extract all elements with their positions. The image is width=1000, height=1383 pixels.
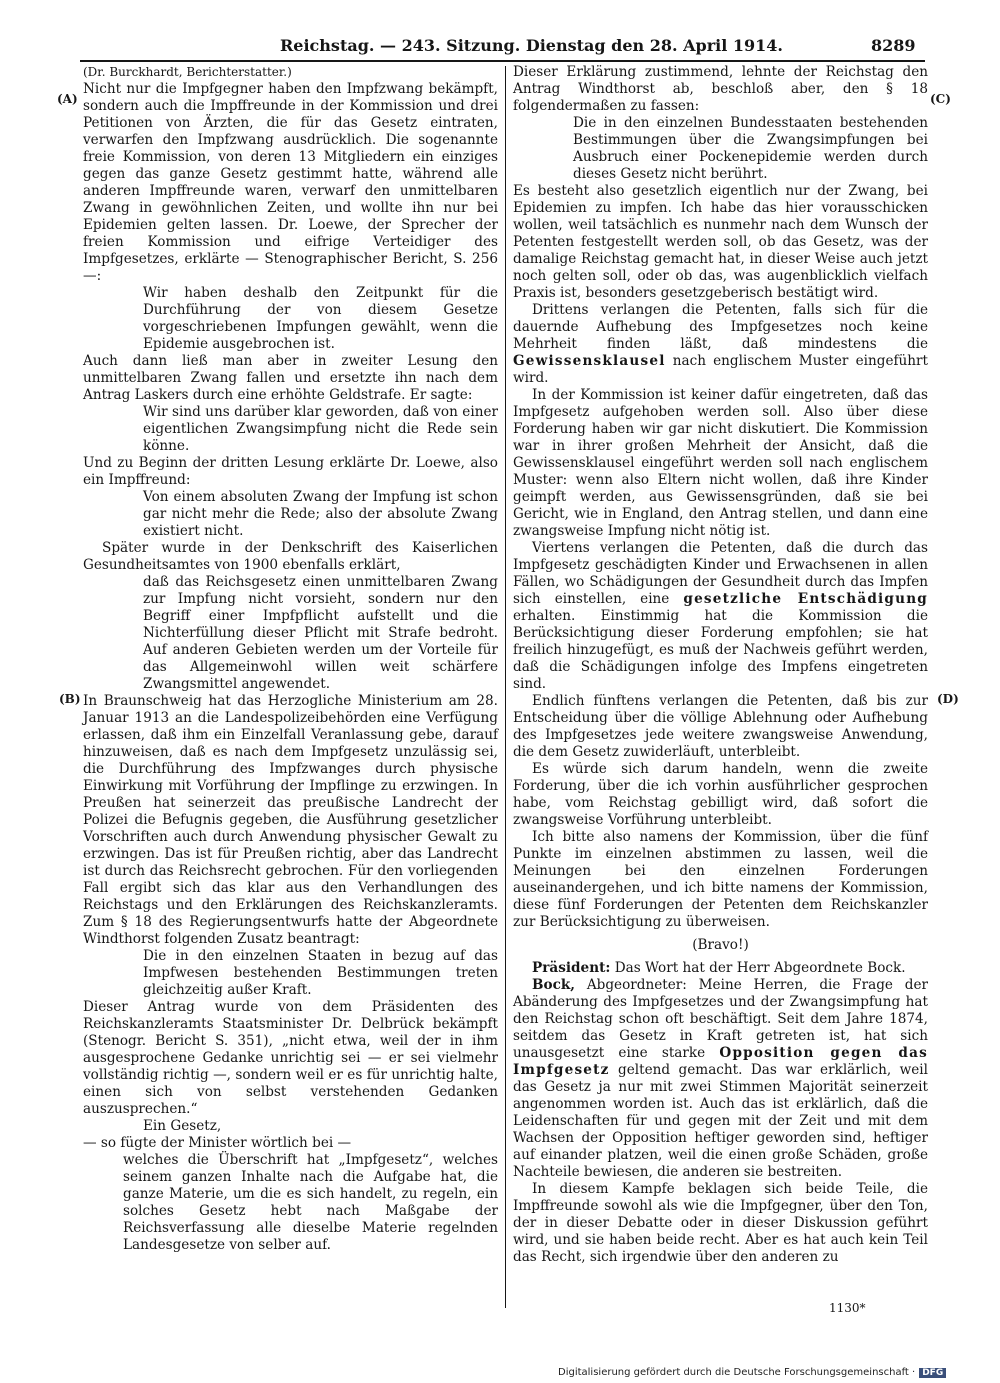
margin-marker-b: (B)	[59, 692, 81, 706]
paragraph: Und zu Beginn der dritten Lesung erklärte Dr. Loewe, also ein Impffreund:	[83, 455, 498, 488]
footer-credit	[558, 1367, 946, 1378]
applause-note: (Bravo!)	[692, 937, 749, 953]
text-run: geltend gemacht. Das war erklärlich, weil das Gesetz ja nur mit zwei Stimmen Majorität seinerzeit angenommen worden ist. Auch das ist erklärlich, daß die Leidenschaften für und gegen mit der Zeit und mit dem Wachsen der Opposition heftiger geworden sind, heftiger auf einander platzen, weil die einen große Schäden, große Nachteile bewiesen, die anderen sie bestreiten.	[513, 1062, 928, 1180]
paragraph: Auch dann ließ man aber in zweiter Lesung den unmittelbaren Zwang fallen und ersetzte ihn nach dem Antrag Laskers durch eine erhöhte Geldstrafe. Er sagte:	[83, 353, 498, 403]
text-run: Das Wort hat der Herr Abgeordnete Bock.	[614, 960, 906, 976]
text-run: Abgeordneter: Meine Herren, die Frage der Abänderung des Impfgesetzes und der Zwangsimpfung hat den Reichstag schon oft beschäftigt. Seit dem Jahre 1874, seitdem das Gesetz in Kraft getreten ist, hat sich unausgesetzt eine starke	[513, 977, 928, 1061]
paragraph	[513, 540, 928, 693]
president-line	[513, 960, 928, 977]
president-label: Präsident:	[532, 960, 611, 976]
paragraph: Ich bitte also namens der Kommission, über die fünf Punkte im einzelnen abstimmen zu lassen, weil die Meinungen bei den einzelnen Forderungen auseinandergehen, und ich bitte namens der Kommission, diese fünf Forderungen der Petenten dem Reichskanzler zur Berücksichtigung zu überweisen.	[513, 829, 928, 930]
emphasis-text: Opposition gegen das Impfgesetz	[513, 1045, 928, 1078]
text-run: nach englischem Muster eingeführt wird.	[513, 353, 928, 386]
paragraph: — so fügte der Minister wörtlich bei —	[83, 1135, 352, 1151]
block-quote: Wir haben deshalb den Zeitpunkt für die Durchführung der von diesem Gesetze vorgeschriebenen Impfungen gewählt, wenn die Epidemie ausgebrochen ist.	[143, 285, 498, 352]
paragraph: Es besteht also gesetzlich eigentlich nur der Zwang, bei Epidemien zu impfen. Ich habe das hier vorausschicken wollen, weil tatsächlich es nunmehr nach dem Wunsch der Petenten festgestellt werden soll, ob das Gesetz, was der damalige Reichstag gemacht hat, in dieser Weise auch jetzt noch gelten soll, oder ob das, was augenblicklich vielfach Praxis ist, besonders gesetzgeberisch bestätigt wird.	[513, 183, 928, 301]
right-column	[513, 64, 928, 1266]
block-quote: Von einem absoluten Zwang der Impfung ist schon gar nicht mehr die Rede; also der absolute Zwang existiert nicht.	[143, 489, 498, 539]
paragraph	[513, 302, 928, 387]
text-run: erhalten. Einstimmig hat die Kommission die Berücksichtigung dieser Forderung empfohlen; sie hat freilich hinzugefügt, es muß der Nachweis geführt werden, daß die Schädigungen infolge des Impfens eingetreten sind.	[513, 608, 928, 692]
margin-marker-d: (D)	[937, 692, 959, 706]
page-number: 8289	[871, 36, 916, 55]
paragraph: Später wurde in der Denkschrift des Kaiserlichen Gesundheitsamtes von 1900 ebenfalls erklärt,	[83, 540, 498, 573]
block-quote: Wir sind uns darüber klar geworden, daß von einer eigentlichen Zwangsimpfung nicht die Rede sein könne.	[143, 404, 498, 454]
dfg-logo: DFG	[919, 1368, 946, 1378]
paragraph: Dieser Erklärung zustimmend, lehnte der Reichstag den Antrag Windthorst ab, beschloß aber, den § 18 folgendermaßen zu fassen:	[513, 64, 928, 114]
paragraph: In Braunschweig hat das Herzogliche Ministerium am 28. Januar 1913 an die Landespolizeibehörden eine Verfügung erlassen, daß ihm ein Einzelfall Veranlassung gebe, darauf hinzuweisen, daß es nach dem Impfgesetz unzulässig sei, die Durchführung des Impfzwanges durch physische Einwirkung mit Vorführung der Impflinge zu erzwingen. In Preußen hat seinerzeit das preußische Landrecht der Polizei die Befugnis gegeben, die Ausführung gesetzlicher Vorschriften auch durch Anwendung physischer Gewalt zu erzwingen. Das ist für Preußen richtig, aber das Landrecht ist durch das Reichsrecht gebrochen. Für den vorliegenden Fall ergibt sich das klar aus den Verhandlungen des Reichstags und den Erklärungen des Reichskanzleramts. Zum § 18 des Regierungsentwurfs hatte der Abgeordnete Windthorst folgenden Zusatz beantragt:	[83, 693, 498, 947]
paragraph: In der Kommission ist keiner dafür eingetreten, daß das Impfgesetz aufgehoben werden soll. Also über diese Forderung haben wir gar nicht diskutiert. Die Kommission war in ihrer großen Mehrheit der Ansicht, daß die Gewissensklausel eingeführt werden soll nach englischem Muster: wenn also Eltern nicht wollen, daß ihre Kinder geimpft werden, aus Gewissensgründen, daß sie bei Gericht, wie in England, den Antrag stellen, und dann eine zwangsweise Impfung nicht nötig ist.	[513, 387, 928, 539]
paragraph: Ein Gesetz,	[143, 1118, 222, 1134]
block-quote: Die in den einzelnen Bundesstaaten bestehenden Bestimmungen über die Zwangsimpfungen bei Ausbruch einer Pockenepidemie werden durch dieses Gesetz nicht berührt.	[573, 115, 928, 182]
emphasis-text: gesetzliche Entschädigung	[683, 591, 928, 607]
speaker-note: (Dr. Burckhardt, Berichterstatter.)	[83, 65, 292, 79]
paragraph	[513, 977, 928, 1181]
paragraph: Endlich fünftens verlangen die Petenten, daß bis zur Entscheidung über die völlige Ablehnung oder Aufhebung des Impfgesetzes jede weitere zwangsweise Anwendung, die dem Gesetz zuwiderläuft, unterbleibt.	[513, 693, 928, 760]
header-title: Reichstag. — 243. Sitzung. Dienstag den 28. April 1914.	[280, 36, 783, 55]
paragraph: Es würde sich darum handeln, wenn die zweite Forderung, über die ich vorhin ausführlicher gesprochen habe, vom Reichstag gebilligt wird, daß sofort die zwangsweise Vorführung unterbleibt.	[513, 761, 928, 828]
speaker-name: Bock,	[532, 977, 576, 993]
block-quote: welches die Überschrift hat „Impfgesetz“, welches seinem ganzen Inhalte nach die Aufgabe hat, die ganze Materie, um die es sich handelt, zu regeln, ein solches Gesetz hebt nach Maßgabe der Reichsverfassung alle dieselbe Materie regelnden Landesgesetze von selber auf.	[123, 1152, 498, 1253]
running-header	[0, 36, 1000, 58]
emphasis-text: Gewissensklausel	[513, 353, 666, 369]
block-quote: Die in den einzelnen Staaten in bezug auf das Impfwesen bestehenden Bestimmungen treten gleichzeitig außer Kraft.	[143, 948, 498, 998]
text-run: Drittens verlangen die Petenten, falls sich für die dauernde Aufhebung des Impfgesetzes noch keine Mehrheit finden läßt, daß mindestens die	[513, 302, 928, 352]
paragraph: In diesem Kampfe beklagen sich beide Teile, die Impffreunde sowohl als wie die Impfgegner, über den Ton, der in dieser Debatte oder in dieser Diskussion geführt wird, und sie haben beide recht. Aber es hat auch kein Teil das Recht, sich irgendwie über den anderen zu	[513, 1181, 928, 1265]
header-rule	[80, 60, 925, 62]
margin-marker-a: (A)	[57, 92, 78, 106]
column-divider	[505, 66, 506, 1308]
margin-marker-c: (C)	[930, 92, 951, 106]
sheet-signature: 1130*	[829, 1301, 866, 1315]
left-column	[83, 64, 498, 1254]
text-run: Viertens verlangen die Petenten, daß die durch das Impfgesetz geschädigten Kinder und Erwachsenen in allen Fällen, wo Schädigungen der Gesundheit durch das Impfen sich einstellen, eine	[513, 540, 928, 607]
footer-text: Digitalisierung gefördert durch die Deutsche Forschungsgemeinschaft ·	[558, 1367, 916, 1378]
paragraph: Nicht nur die Impfgegner haben den Impfzwang bekämpft, sondern auch die Impffreunde in der Kommission und drei Petitionen von Ärzten, die für das Gesetz eintraten, verwarfen den Impfzwang ausdrücklich. Die sogenannte freie Kommission, von deren 13 Mitgliedern ein einziges gegen das ganze Gesetz gestimmt hatte, während alle anderen Impffreunde waren, verwarf den unmittelbaren Zwang in gewöhnlichen Zeiten, und wollte ihn nur bei Epidemien gelten lassen. Dr. Loewe, der Sprecher der freien Kommission und eifrige Verteidiger des Impfgesetzes, erklärte — Stenographischer Bericht, S. 256 —:	[83, 81, 498, 284]
block-quote: daß das Reichsgesetz einen unmittelbaren Zwang zur Impfung nicht vorsieht, sondern nur den Begriff einer Impfpflicht aufstellt und die Nichterfüllung dieser Pflicht mit Strafe bedroht. Auf anderen Gebieten werden um der Vorteile für das Allgemeinwohl willen weit schärfere Zwangsmittel angewendet.	[143, 574, 498, 692]
paragraph: Dieser Antrag wurde von dem Präsidenten des Reichskanzleramts Staatsminister Dr. Delbrück bekämpft (Stenogr. Bericht S. 351), „nicht etwa, weil der in ihm ausgesprochene Gedanke unrichtig sei — er sei vielmehr vollständig richtig —, sondern weil er es für unrichtig halte, einen sich von selbst verstehenden Gedanken auszusprechen.“	[83, 999, 498, 1117]
